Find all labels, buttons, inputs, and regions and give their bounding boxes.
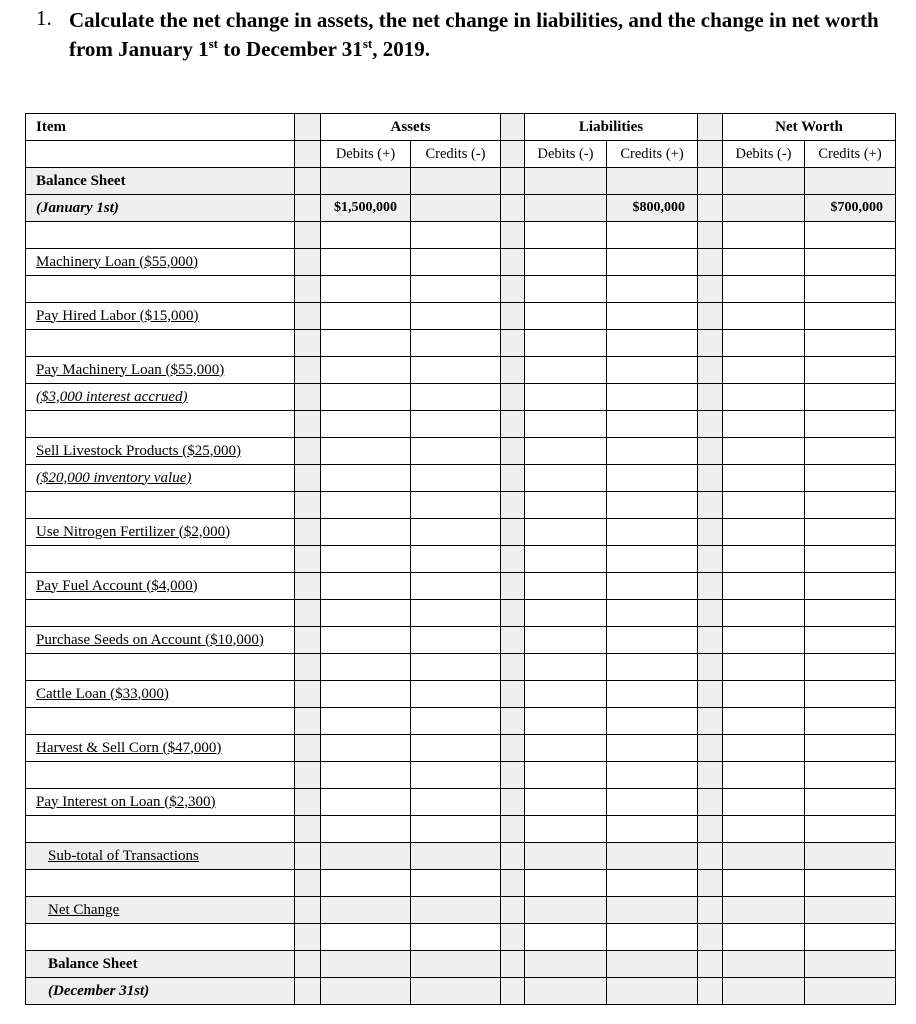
entry-cell[interactable] [525, 681, 607, 708]
transaction-label: Harvest & Sell Corn ($47,000) [26, 735, 295, 762]
entry-cell[interactable] [501, 843, 525, 870]
entry-cell[interactable] [321, 735, 411, 762]
entry-cell[interactable] [411, 492, 501, 519]
entry-cell[interactable] [525, 924, 607, 951]
entry-cell[interactable] [321, 627, 411, 654]
entry-cell[interactable] [805, 654, 896, 681]
entry-cell[interactable] [723, 843, 805, 870]
entry-cell[interactable] [501, 951, 525, 978]
entry-cell[interactable] [321, 438, 411, 465]
entry-cell[interactable] [607, 789, 698, 816]
entry-cell[interactable] [607, 357, 698, 384]
entry-cell[interactable] [607, 924, 698, 951]
spacer-row [26, 276, 896, 303]
entry-cell[interactable] [321, 978, 411, 1005]
entry-cell[interactable] [321, 843, 411, 870]
entry-cell[interactable] [805, 762, 896, 789]
closing-balance-label: Balance Sheet [26, 951, 295, 978]
entry-cell[interactable] [723, 465, 805, 492]
entry-cell[interactable] [525, 384, 607, 411]
transaction-row [26, 249, 896, 276]
entry-cell[interactable] [525, 708, 607, 735]
entry-cell[interactable] [607, 843, 698, 870]
entry-cell[interactable] [525, 951, 607, 978]
subtotal-row [26, 843, 896, 870]
entry-cell[interactable] [805, 708, 896, 735]
spacer-row [26, 600, 896, 627]
entry-cell[interactable] [723, 627, 805, 654]
transaction-label: Machinery Loan ($55,000) [26, 249, 295, 276]
transaction-label: Purchase Seeds on Account ($10,000) [26, 627, 295, 654]
transaction-label: Use Nitrogen Fertilizer ($2,000) [26, 519, 295, 546]
entry-cell[interactable] [321, 789, 411, 816]
subheader-row [26, 141, 896, 168]
entry-cell[interactable] [525, 789, 607, 816]
entry-cell[interactable] [723, 816, 805, 843]
spacer-row [26, 411, 896, 438]
balance-sheet-worksheet [25, 113, 896, 1005]
entry-cell[interactable] [805, 384, 896, 411]
entry-cell[interactable] [321, 870, 411, 897]
entry-cell[interactable] [805, 249, 896, 276]
entry-cell[interactable] [525, 546, 607, 573]
transaction-row [26, 681, 896, 708]
entry-cell[interactable] [723, 708, 805, 735]
entry-cell[interactable] [723, 897, 805, 924]
entry-cell[interactable] [607, 735, 698, 762]
spacer-row [26, 222, 896, 249]
transaction-row [26, 438, 896, 465]
opening-liabilities-credit: $800,000 [607, 195, 698, 222]
assets-header: Assets [321, 114, 501, 141]
entry-cell[interactable] [723, 438, 805, 465]
entry-cell[interactable] [723, 600, 805, 627]
entry-cell[interactable] [723, 330, 805, 357]
entry-cell[interactable] [411, 465, 501, 492]
entry-cell[interactable] [411, 573, 501, 600]
entry-cell[interactable] [607, 573, 698, 600]
entry-cell[interactable] [321, 249, 411, 276]
entry-cell[interactable] [321, 546, 411, 573]
entry-cell[interactable] [607, 681, 698, 708]
opening-balance-label: Balance Sheet [26, 168, 295, 195]
entry-cell[interactable] [607, 411, 698, 438]
opening-balance-date: (January 1st) [26, 195, 295, 222]
entry-cell[interactable] [525, 654, 607, 681]
entry-cell[interactable] [411, 654, 501, 681]
entry-cell[interactable] [321, 762, 411, 789]
opening-values-row [26, 195, 896, 222]
entry-cell[interactable] [805, 222, 896, 249]
entry-cell[interactable] [525, 222, 607, 249]
entry-cell[interactable] [723, 789, 805, 816]
transaction-row [26, 357, 896, 384]
transaction-row [26, 789, 896, 816]
entry-cell[interactable] [723, 924, 805, 951]
transaction-note-row [26, 465, 896, 492]
spacer-row [26, 654, 896, 681]
item-header: Item [26, 114, 295, 141]
entry-cell[interactable] [607, 978, 698, 1005]
entry-cell[interactable] [411, 222, 501, 249]
transaction-label: Pay Hired Labor ($15,000) [26, 303, 295, 330]
transaction-row [26, 303, 896, 330]
entry-cell[interactable] [805, 681, 896, 708]
assets-debits-header: Debits (+) [321, 141, 411, 168]
entry-cell[interactable] [525, 519, 607, 546]
entry-cell[interactable] [723, 357, 805, 384]
spacer-row [26, 924, 896, 951]
transaction-row [26, 519, 896, 546]
entry-cell[interactable] [525, 816, 607, 843]
entry-cell[interactable] [525, 735, 607, 762]
entry-cell[interactable] [607, 465, 698, 492]
opening-label-row [26, 168, 896, 195]
spacer-row [26, 762, 896, 789]
entry-cell[interactable] [321, 384, 411, 411]
entry-cell[interactable] [411, 762, 501, 789]
entry-cell[interactable] [501, 978, 525, 1005]
entry-cell[interactable] [723, 222, 805, 249]
transaction-row [26, 573, 896, 600]
entry-cell[interactable] [321, 465, 411, 492]
entry-cell[interactable] [607, 627, 698, 654]
entry-cell[interactable] [607, 222, 698, 249]
entry-cell[interactable] [698, 978, 723, 1005]
entry-cell[interactable] [805, 573, 896, 600]
entry-cell[interactable] [411, 951, 501, 978]
entry-cell[interactable] [805, 465, 896, 492]
entry-cell[interactable] [411, 978, 501, 1005]
transaction-label: Pay Machinery Loan ($55,000) [26, 357, 295, 384]
entry-cell[interactable] [525, 357, 607, 384]
entry-cell[interactable] [411, 924, 501, 951]
transaction-row [26, 735, 896, 762]
entry-cell[interactable] [805, 978, 896, 1005]
entry-cell[interactable] [607, 951, 698, 978]
entry-cell[interactable] [525, 978, 607, 1005]
transaction-row [26, 627, 896, 654]
spacer-row [26, 546, 896, 573]
entry-cell[interactable] [607, 276, 698, 303]
entry-cell[interactable] [411, 276, 501, 303]
entry-cell[interactable] [805, 843, 896, 870]
net-worth-header: Net Worth [723, 114, 896, 141]
entry-cell[interactable] [723, 681, 805, 708]
transaction-note-row [26, 384, 896, 411]
net-worth-debits-header: Debits (-) [723, 141, 805, 168]
entry-cell[interactable] [607, 708, 698, 735]
entry-cell[interactable] [295, 951, 321, 978]
entry-cell[interactable] [411, 843, 501, 870]
spacer-row [26, 816, 896, 843]
entry-cell[interactable] [321, 276, 411, 303]
entry-cell[interactable] [805, 546, 896, 573]
entry-cell[interactable] [805, 330, 896, 357]
entry-cell[interactable] [723, 762, 805, 789]
entry-cell[interactable] [607, 438, 698, 465]
entry-cell[interactable] [525, 303, 607, 330]
entry-cell[interactable] [607, 519, 698, 546]
net-change-label: Net Change [26, 897, 295, 924]
entry-cell[interactable] [411, 897, 501, 924]
entry-cell[interactable] [411, 357, 501, 384]
entry-cell[interactable] [723, 735, 805, 762]
entry-cell[interactable] [805, 276, 896, 303]
entry-cell[interactable] [607, 870, 698, 897]
entry-cell[interactable] [805, 600, 896, 627]
entry-cell[interactable] [805, 924, 896, 951]
entry-cell[interactable] [525, 843, 607, 870]
transaction-label: Pay Fuel Account ($4,000) [26, 573, 295, 600]
transaction-label: Cattle Loan ($33,000) [26, 681, 295, 708]
entry-cell[interactable] [607, 330, 698, 357]
entry-cell[interactable] [321, 654, 411, 681]
entry-cell[interactable] [525, 330, 607, 357]
entry-cell[interactable] [411, 249, 501, 276]
entry-cell[interactable] [525, 438, 607, 465]
entry-cell[interactable] [411, 681, 501, 708]
entry-cell[interactable] [607, 816, 698, 843]
entry-cell[interactable] [321, 600, 411, 627]
entry-cell[interactable] [411, 519, 501, 546]
entry-cell[interactable] [723, 546, 805, 573]
entry-cell[interactable] [411, 546, 501, 573]
closing-balance-date: (December 31st) [26, 978, 295, 1005]
entry-cell[interactable] [723, 870, 805, 897]
closing-values-row [26, 978, 896, 1005]
entry-cell[interactable] [805, 789, 896, 816]
entry-cell[interactable] [723, 384, 805, 411]
entry-cell[interactable] [321, 222, 411, 249]
entry-cell[interactable] [607, 249, 698, 276]
entry-cell[interactable] [723, 573, 805, 600]
entry-cell[interactable] [321, 303, 411, 330]
entry-cell[interactable] [805, 735, 896, 762]
spacer-row [26, 870, 896, 897]
entry-cell[interactable] [607, 546, 698, 573]
entry-cell[interactable] [525, 492, 607, 519]
entry-cell[interactable] [698, 843, 723, 870]
entry-cell[interactable] [525, 870, 607, 897]
entry-cell[interactable] [723, 303, 805, 330]
entry-cell[interactable] [805, 492, 896, 519]
entry-cell[interactable] [805, 438, 896, 465]
entry-cell[interactable] [698, 897, 723, 924]
entry-cell[interactable] [805, 816, 896, 843]
entry-cell[interactable] [607, 897, 698, 924]
entry-cell[interactable] [411, 303, 501, 330]
opening-assets-debit: $1,500,000 [321, 195, 411, 222]
assets-credits-header: Credits (-) [411, 141, 501, 168]
closing-label-row [26, 951, 896, 978]
entry-cell[interactable] [723, 249, 805, 276]
entry-cell[interactable] [723, 951, 805, 978]
entry-cell[interactable] [525, 762, 607, 789]
net-change-row [26, 897, 896, 924]
spacer-row [26, 708, 896, 735]
entry-cell[interactable] [321, 951, 411, 978]
entry-cell[interactable] [411, 600, 501, 627]
entry-cell[interactable] [525, 465, 607, 492]
entry-cell[interactable] [723, 654, 805, 681]
liabilities-debits-header: Debits (-) [525, 141, 607, 168]
entry-cell[interactable] [321, 330, 411, 357]
spacer-row [26, 492, 896, 519]
entry-cell[interactable] [525, 573, 607, 600]
transaction-note: ($3,000 interest accrued) [26, 384, 295, 411]
transaction-note: ($20,000 inventory value) [26, 465, 295, 492]
entry-cell[interactable] [321, 492, 411, 519]
entry-cell[interactable] [607, 762, 698, 789]
opening-net-worth-credit: $700,000 [805, 195, 896, 222]
entry-cell[interactable] [501, 897, 525, 924]
entry-cell[interactable] [321, 573, 411, 600]
entry-cell[interactable] [698, 951, 723, 978]
entry-cell[interactable] [411, 330, 501, 357]
entry-cell[interactable] [411, 438, 501, 465]
entry-cell[interactable] [525, 897, 607, 924]
header-row [26, 114, 896, 141]
entry-cell[interactable] [805, 519, 896, 546]
entry-cell[interactable] [411, 384, 501, 411]
entry-cell[interactable] [525, 600, 607, 627]
question-text: Calculate the net change in assets, the net change in liabilities, and the change in net worth from January 1st to December 31st, 2019. [69, 8, 879, 61]
entry-cell[interactable] [723, 276, 805, 303]
transaction-label: Pay Interest on Loan ($2,300) [26, 789, 295, 816]
entry-cell[interactable] [607, 654, 698, 681]
entry-cell[interactable] [723, 411, 805, 438]
transaction-label: Sell Livestock Products ($25,000) [26, 438, 295, 465]
entry-cell[interactable] [805, 870, 896, 897]
net-worth-credits-header: Credits (+) [805, 141, 896, 168]
entry-cell[interactable] [805, 357, 896, 384]
entry-cell[interactable] [295, 843, 321, 870]
entry-cell[interactable] [321, 681, 411, 708]
entry-cell[interactable] [805, 627, 896, 654]
question-number: 1. [36, 6, 52, 30]
entry-cell[interactable] [411, 411, 501, 438]
entry-cell[interactable] [723, 519, 805, 546]
entry-cell[interactable] [805, 303, 896, 330]
entry-cell[interactable] [295, 897, 321, 924]
entry-cell[interactable] [723, 978, 805, 1005]
entry-cell[interactable] [411, 708, 501, 735]
entry-cell[interactable] [525, 276, 607, 303]
entry-cell[interactable] [525, 411, 607, 438]
entry-cell[interactable] [525, 627, 607, 654]
entry-cell[interactable] [411, 816, 501, 843]
entry-cell[interactable] [321, 897, 411, 924]
entry-cell[interactable] [607, 600, 698, 627]
spacer-row [26, 330, 896, 357]
entry-cell[interactable] [411, 735, 501, 762]
liabilities-credits-header: Credits (+) [607, 141, 698, 168]
entry-cell[interactable] [321, 411, 411, 438]
entry-cell[interactable] [321, 924, 411, 951]
entry-cell[interactable] [321, 357, 411, 384]
entry-cell[interactable] [295, 978, 321, 1005]
entry-cell[interactable] [607, 492, 698, 519]
entry-cell[interactable] [321, 519, 411, 546]
entry-cell[interactable] [411, 870, 501, 897]
entry-cell[interactable] [411, 789, 501, 816]
entry-cell[interactable] [805, 411, 896, 438]
entry-cell[interactable] [723, 492, 805, 519]
entry-cell[interactable] [411, 627, 501, 654]
entry-cell[interactable] [321, 816, 411, 843]
entry-cell[interactable] [525, 249, 607, 276]
entry-cell[interactable] [805, 897, 896, 924]
subtotal-label: Sub-total of Transactions [26, 843, 295, 870]
entry-cell[interactable] [321, 708, 411, 735]
entry-cell[interactable] [607, 303, 698, 330]
entry-cell[interactable] [607, 384, 698, 411]
transactions-table [25, 113, 896, 1005]
entry-cell[interactable] [805, 951, 896, 978]
liabilities-header: Liabilities [525, 114, 698, 141]
